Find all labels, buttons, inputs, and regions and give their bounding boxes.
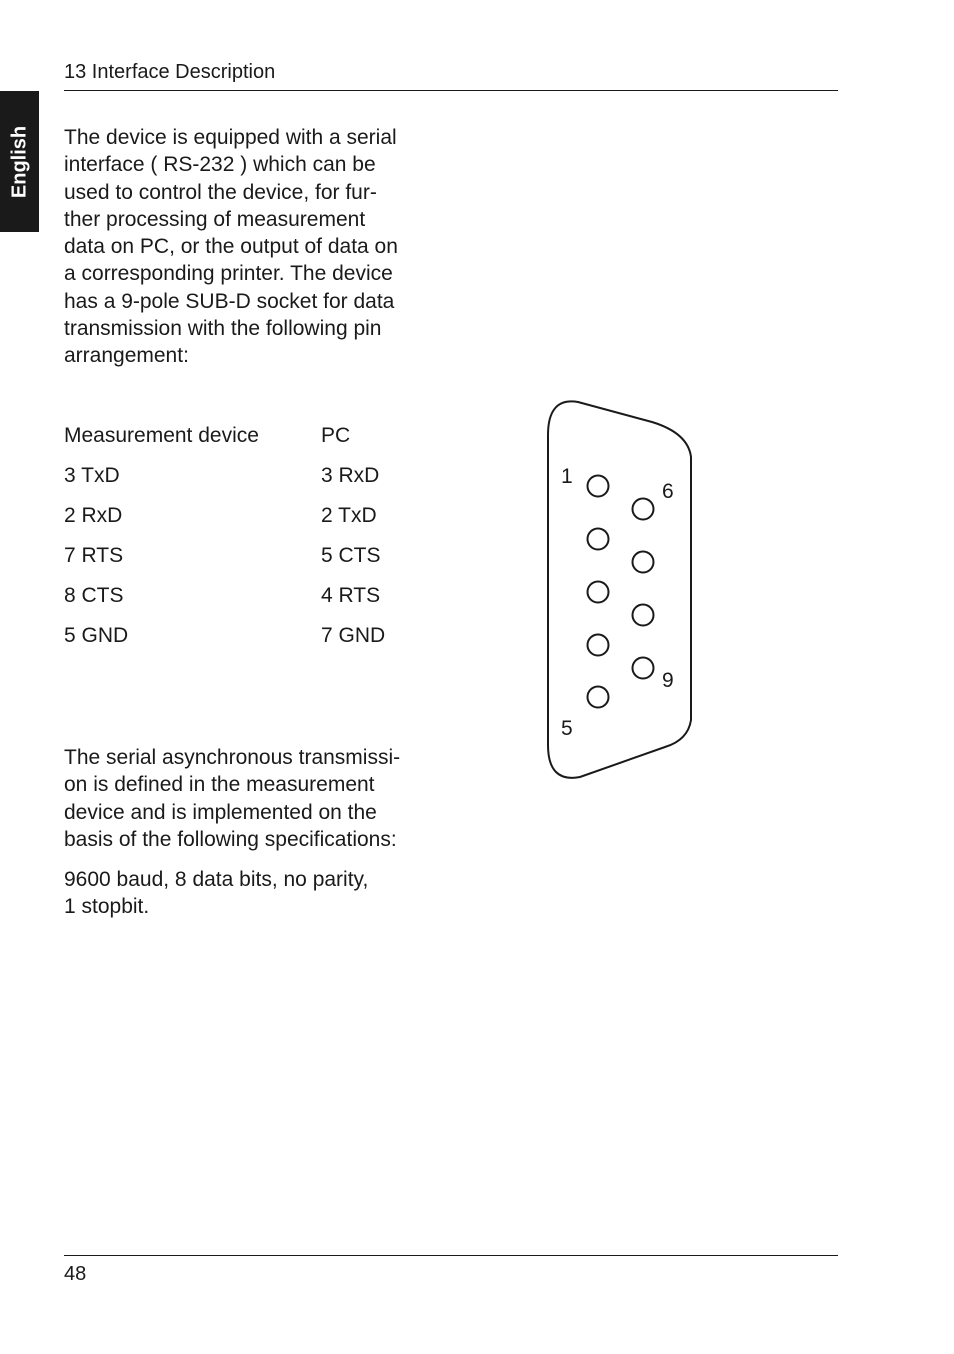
device-pin-cell: 7 RTS: [64, 544, 124, 567]
pin-hole: [633, 552, 654, 573]
pc-pin-cell: 3 RxD: [321, 464, 380, 487]
sub-d-connector-diagram: [540, 395, 700, 785]
intro-line: used to control the device, for fur-: [64, 180, 377, 204]
table-row: [64, 502, 444, 542]
device-pin-cell: 3 TxD: [64, 464, 120, 487]
transmission-line: on is defined in the measurement: [64, 773, 375, 797]
pin-hole: [588, 476, 609, 497]
transmission-line: basis of the following specifications:: [64, 827, 397, 851]
pc-pin-cell: 5 CTS: [321, 544, 381, 567]
pc-pin-cell: 7 GND: [321, 624, 386, 647]
specs-line: 9600 baud, 8 data bits, no parity,: [64, 868, 369, 891]
intro-line: arrangement:: [64, 344, 189, 368]
column-header-device: Measurement device: [64, 424, 259, 447]
intro-line: transmission with the following pin: [64, 317, 382, 341]
transmission-line: device and is implemented on the: [64, 800, 377, 824]
header-rule: [64, 90, 838, 91]
table-header-row: [64, 422, 444, 462]
pin-hole: [588, 529, 609, 550]
intro-line: interface ( RS-232 ) which can be: [64, 153, 376, 177]
pin-hole: [588, 582, 609, 603]
intro-line: ther processing of measurement: [64, 207, 366, 231]
table-row: [64, 542, 444, 582]
pin-hole: [633, 605, 654, 626]
intro-line: a corresponding printer. The device: [64, 262, 393, 286]
pin-hole: [588, 635, 609, 656]
pin-hole: [633, 658, 654, 679]
table-row: [64, 582, 444, 622]
intro-line: The device is equipped with a serial: [64, 126, 397, 149]
specs-line: 1 stopbit.: [64, 895, 150, 919]
column-header-pc: PC: [321, 424, 351, 447]
transmission-paragraph: [64, 744, 444, 853]
pin-hole: [633, 499, 654, 520]
specs-paragraph: [64, 866, 444, 921]
pin-label-9: 9: [662, 669, 674, 692]
pin-label-6: 6: [662, 480, 674, 503]
pin-hole: [588, 687, 609, 708]
page-header-title: 13 Interface Description: [64, 61, 276, 83]
intro-line: has a 9-pole SUB-D socket for data: [64, 289, 395, 313]
pin-assignment-table: [64, 422, 444, 662]
intro-line: data on PC, or the output of data on: [64, 235, 398, 259]
language-tab-label: English: [8, 125, 30, 198]
page-number: 48: [64, 1263, 87, 1285]
pin-label-1: 1: [561, 465, 573, 488]
footer-rule: [64, 1255, 838, 1256]
language-tab: [0, 91, 39, 232]
device-pin-cell: 5 GND: [64, 624, 129, 647]
intro-paragraph: [64, 124, 444, 370]
transmission-line: The serial asynchronous transmissi-: [64, 746, 401, 769]
table-row: [64, 622, 444, 662]
device-pin-cell: 8 CTS: [64, 584, 124, 607]
pc-pin-cell: 4 RTS: [321, 584, 381, 607]
device-pin-cell: 2 RxD: [64, 504, 123, 527]
table-row: [64, 462, 444, 502]
pin-label-5: 5: [561, 717, 573, 740]
pc-pin-cell: 2 TxD: [321, 504, 377, 527]
